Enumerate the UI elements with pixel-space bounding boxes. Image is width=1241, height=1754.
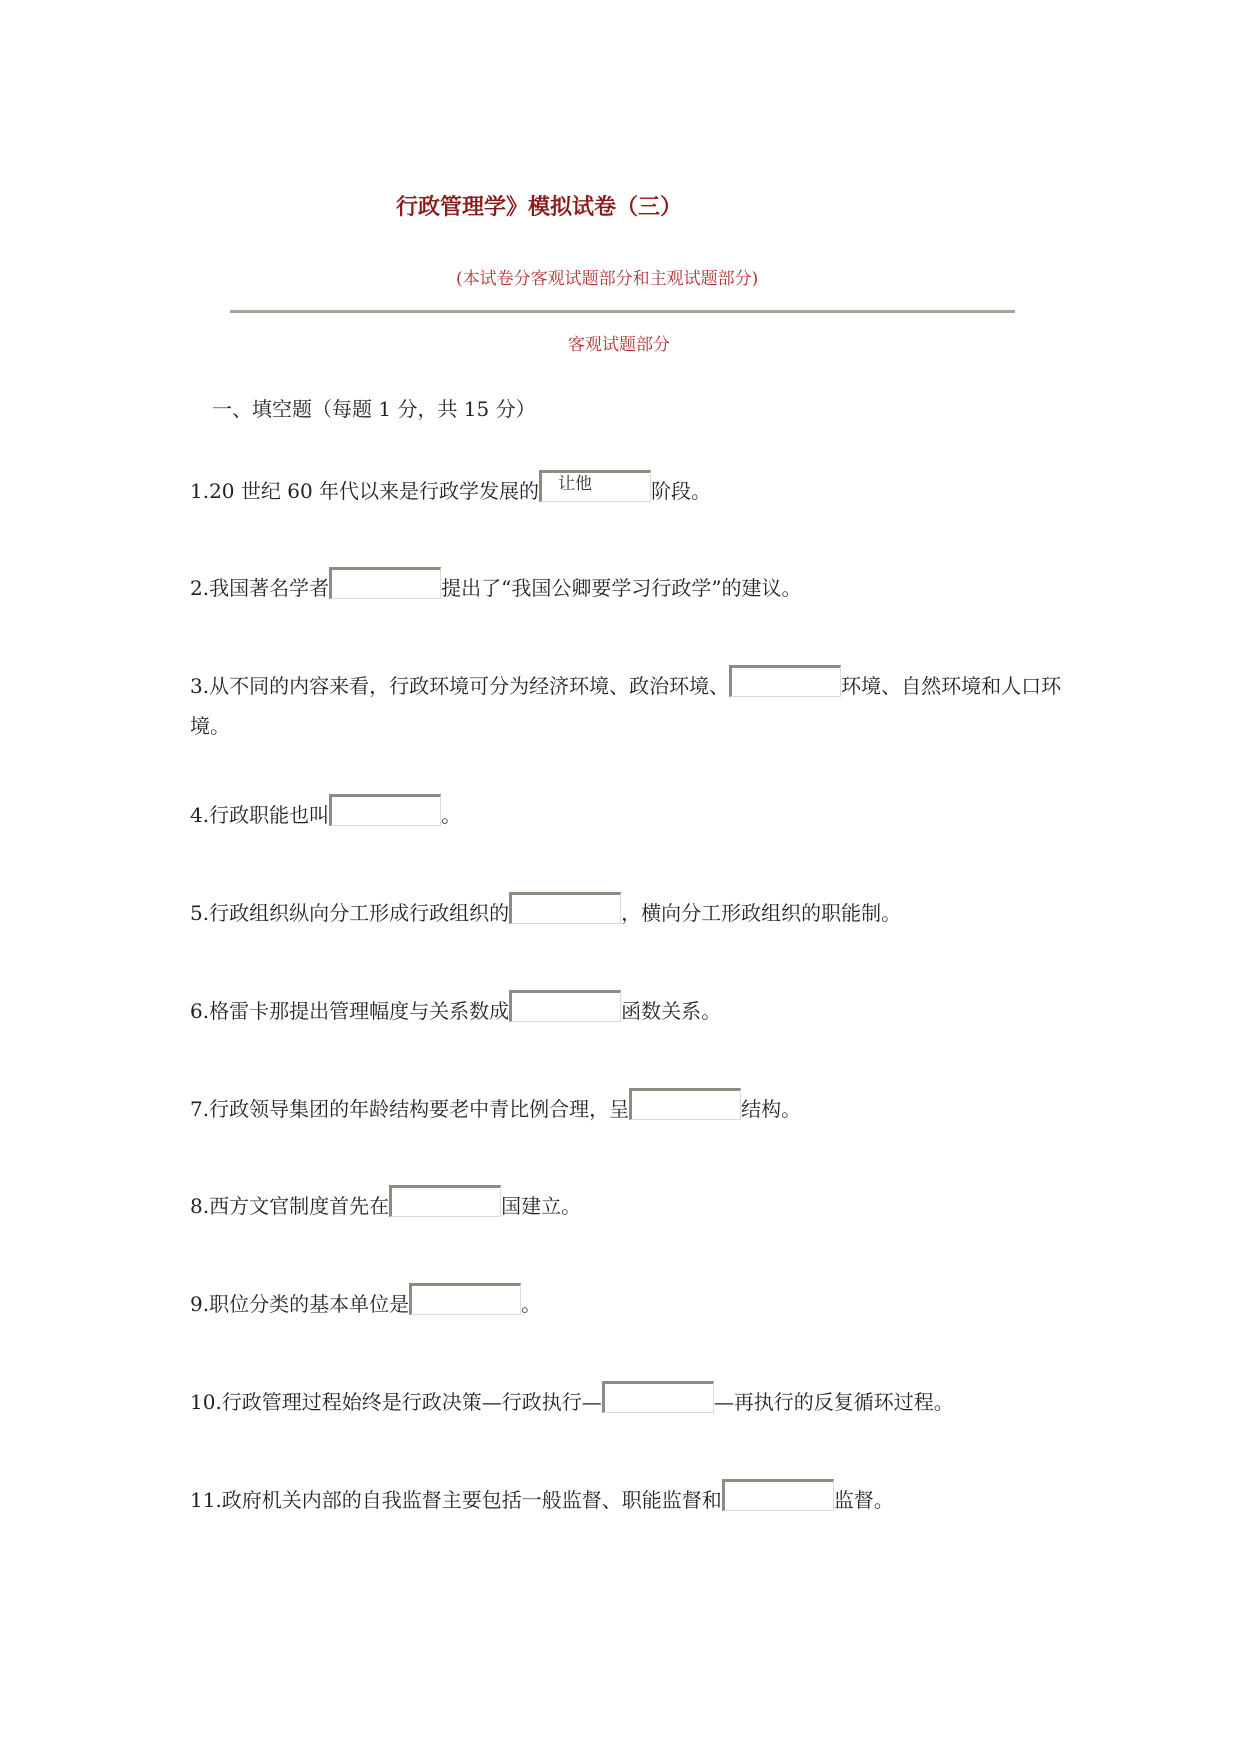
- question-10: [190, 1381, 954, 1422]
- question-text: 监督。: [833, 1488, 894, 1512]
- question-text: 国建立。: [501, 1194, 582, 1218]
- question-text: 11.政府机关内部的自我监督主要包括一般监督、职能监督和: [190, 1488, 722, 1512]
- answer-field[interactable]: [389, 1185, 501, 1217]
- question-text: 。: [441, 803, 462, 827]
- question-3: [190, 665, 1070, 746]
- question-text: 。: [521, 1292, 542, 1316]
- question-text: 3.从不同的内容来看，行政环境可分为经济环境、政治环境、: [190, 674, 730, 698]
- exam-title: 行政管理学》模拟试卷（三）: [396, 194, 683, 220]
- question-text: 6.格雷卡那提出管理幅度与关系数成: [190, 999, 510, 1023]
- horizontal-rule: [230, 310, 1015, 313]
- question-text: 函数关系。: [621, 999, 722, 1023]
- exam-subtitle: (本试卷分客观试题部分和主观试题部分): [456, 269, 759, 289]
- question-text: 5.行政组织纵向分工形成行政组织的: [190, 901, 510, 925]
- answer-field[interactable]: [329, 794, 441, 826]
- question-2: [190, 567, 802, 608]
- part-heading: 一、填空题（每题 1 分，共 15 分）: [212, 397, 536, 421]
- question-text: ，横向分工形政组织的职能制。: [621, 901, 902, 925]
- answer-field[interactable]: [329, 567, 441, 599]
- question-text: 提出了“我国公卿要学习行政学”的建议。: [441, 576, 802, 600]
- answer-field[interactable]: [409, 1283, 521, 1315]
- question-text: 2.我国著名学者: [190, 576, 330, 600]
- question-text: 4.行政职能也叫: [190, 803, 330, 827]
- question-1: [190, 470, 711, 511]
- question-text: 阶段。: [651, 479, 712, 503]
- question-5: [190, 892, 901, 933]
- question-4: [190, 794, 461, 835]
- question-7: [190, 1088, 801, 1129]
- question-text: 1.20 世纪 60 年代以来是行政学发展的: [190, 479, 540, 503]
- question-text: 结构。: [741, 1097, 802, 1121]
- question-6: [190, 990, 721, 1031]
- answer-field[interactable]: [722, 1479, 834, 1511]
- question-text: 环境、自然环境和人口环境。: [190, 674, 1062, 738]
- question-9: [190, 1283, 541, 1324]
- question-11: [190, 1479, 894, 1520]
- answer-field[interactable]: [602, 1381, 714, 1413]
- question-8: [190, 1185, 581, 1226]
- question-text: —再执行的反复循环过程。: [713, 1390, 954, 1414]
- answer-field[interactable]: [509, 990, 621, 1022]
- question-text: 7.行政领导集团的年龄结构要老中青比例合理，呈: [190, 1097, 630, 1121]
- question-text: 10.行政管理过程始终是行政决策—行政执行—: [190, 1390, 602, 1414]
- section-heading: 客观试题部分: [568, 335, 670, 355]
- answer-field[interactable]: [729, 665, 841, 697]
- answer-field[interactable]: [509, 892, 621, 924]
- question-text: 8.西方文官制度首先在: [190, 1194, 390, 1218]
- answer-field[interactable]: [629, 1088, 741, 1120]
- answer-field[interactable]: 让他: [539, 470, 651, 502]
- question-text: 9.职位分类的基本单位是: [190, 1292, 410, 1316]
